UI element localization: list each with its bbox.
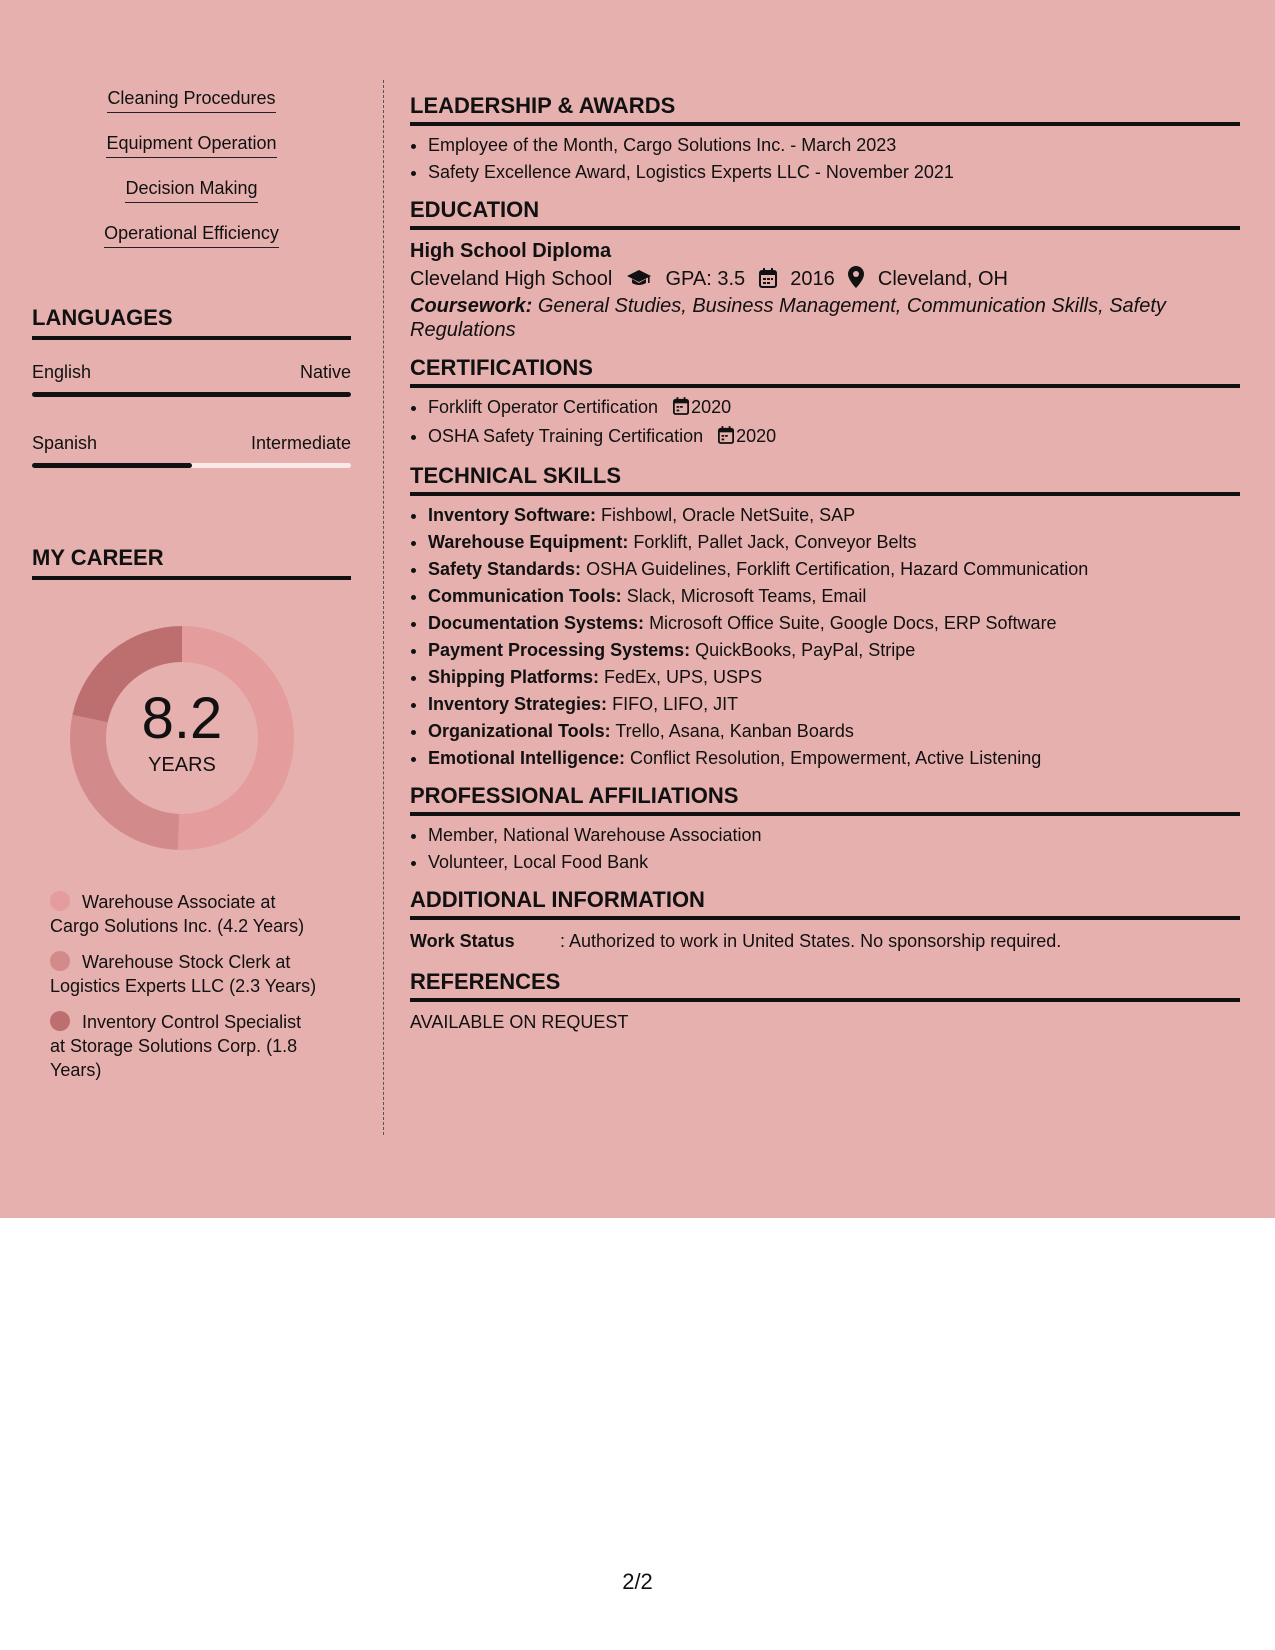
skill-category: Emotional Intelligence: (428, 748, 626, 768)
certification-year: 2020 (736, 426, 777, 446)
certifications-heading: CERTIFICATIONS (410, 354, 1240, 388)
references-heading: REFERENCES (410, 968, 1240, 1002)
skill-item (32, 176, 351, 221)
work-status-label: Work Status (410, 931, 515, 951)
language-level: Native (299, 362, 351, 382)
references-section (410, 968, 1240, 1033)
coursework-text: General Studies, Business Management, Communication Skills, Safety Regulations (410, 295, 1166, 341)
career-heading: MY CAREER (32, 544, 351, 580)
skill-category: Documentation Systems: (428, 613, 645, 633)
leadership-section (410, 92, 1240, 186)
skill-values: Forklift, Pallet Jack, Conveyor Belts (633, 532, 917, 552)
certifications-list (410, 394, 1240, 452)
work-status-value: : Authorized to work in United States. No sponsorship required. (560, 931, 1062, 951)
languages-heading: LANGUAGES (32, 304, 351, 340)
language-name: English (32, 362, 92, 382)
right-column (410, 92, 1240, 1033)
list-item: • Safety Excellence Award, Logistics Experts LLC - November 2021 (428, 159, 1240, 186)
list-item (428, 637, 1240, 664)
skill-category: Payment Processing Systems: (428, 640, 691, 660)
language-bar-fill (32, 463, 192, 468)
language-row (32, 356, 351, 386)
legend-dot (50, 891, 70, 911)
list-item: • Employee of the Month, Cargo Solutions Inc. - March 2023 (428, 132, 1240, 159)
career-legend-item (50, 950, 320, 998)
language-bar (32, 392, 351, 397)
career-job-label: Warehouse Associate at Cargo Solutions Inc. (4.2 Years) (50, 892, 305, 936)
calendar-icon (759, 264, 777, 294)
skill-values: OSHA Guidelines, Forklift Certification, Hazard Communication (586, 559, 1089, 579)
skill-item (32, 131, 351, 176)
certification-name: OSHA Safety Training Certification (428, 426, 704, 446)
additional-info-section (410, 886, 1240, 954)
languages-section (32, 304, 351, 468)
career-donut (66, 622, 298, 854)
calendar-icon (673, 396, 689, 423)
affiliations-list (410, 822, 1240, 876)
skill-values: Trello, Asana, Kanban Boards (615, 721, 854, 741)
education-meta (410, 264, 1240, 294)
list-item: • Member, National Warehouse Association (428, 822, 1240, 849)
skill-values: Conflict Resolution, Empowerment, Active Listening (630, 748, 1042, 768)
graduation-cap-icon (626, 264, 652, 294)
list-item (428, 502, 1240, 529)
skill-label: Cleaning Procedures (107, 86, 275, 113)
legend-dot (50, 1011, 70, 1031)
language-row (32, 427, 351, 457)
skill-category: Warehouse Equipment: (428, 532, 629, 552)
education-coursework (410, 294, 1240, 342)
skill-values: Slack, Microsoft Teams, Email (626, 586, 867, 606)
career-job-label: Warehouse Stock Clerk at Logistics Experts LLC (2.3 Years) (50, 952, 317, 996)
additional-info-heading: ADDITIONAL INFORMATION (410, 886, 1240, 920)
calendar-icon (718, 425, 734, 452)
career-total-years: 8.2 (141, 686, 223, 751)
career-legend-item (50, 890, 320, 938)
list-item (428, 718, 1240, 745)
career-job-label: Inventory Control Specialist at Storage Solutions Corp. (1.8 Years) (50, 1012, 302, 1080)
list-item (428, 556, 1240, 583)
skill-values: FedEx, UPS, USPS (604, 667, 763, 687)
leadership-list (410, 132, 1240, 186)
career-section (32, 544, 351, 1082)
work-status-row (410, 928, 1240, 954)
skill-category: Shipping Platforms: (428, 667, 599, 687)
skill-label: Decision Making (125, 176, 257, 203)
skill-item (32, 86, 351, 131)
language-bar-fill (32, 392, 351, 397)
left-column (32, 86, 351, 1094)
skill-values: Fishbowl, Oracle NetSuite, SAP (601, 505, 856, 525)
list-item: • Volunteer, Local Food Bank (428, 849, 1240, 876)
references-text: AVAILABLE ON REQUEST (410, 1012, 629, 1032)
language-level: Intermediate (250, 433, 351, 453)
career-total-unit: YEARS (148, 754, 216, 776)
language-name: Spanish (32, 433, 98, 453)
location-pin-icon (848, 264, 864, 294)
skill-values: Microsoft Office Suite, Google Docs, ERP Software (649, 613, 1057, 633)
coursework-label: Coursework: (410, 295, 533, 317)
column-divider (383, 80, 384, 1135)
skill-label: Operational Efficiency (104, 221, 279, 248)
page-number: 2/2 (622, 1569, 653, 1594)
list-item (428, 529, 1240, 556)
education-school: Cleveland High School (410, 268, 613, 290)
skill-category: Safety Standards: (428, 559, 582, 579)
list-item (428, 745, 1240, 772)
certification-year: 2020 (691, 397, 732, 417)
affiliations-heading: PROFESSIONAL AFFILIATIONS (410, 782, 1240, 816)
certification-name: Forklift Operator Certification (428, 397, 659, 417)
skill-label: Equipment Operation (106, 131, 276, 158)
career-legend (32, 890, 320, 1082)
technical-skills-list (410, 502, 1240, 772)
list-item (428, 583, 1240, 610)
skill-values: QuickBooks, PayPal, Stripe (695, 640, 916, 660)
technical-skills-heading: TECHNICAL SKILLS (410, 462, 1240, 496)
education-degree: High School Diploma (410, 240, 612, 262)
skill-item (32, 221, 351, 266)
skill-values: FIFO, LIFO, JIT (612, 694, 739, 714)
education-gpa: GPA: 3.5 (665, 268, 746, 290)
leadership-heading: LEADERSHIP & AWARDS (410, 92, 1240, 126)
career-legend-item (50, 1010, 320, 1082)
list-item (428, 664, 1240, 691)
list-item (428, 610, 1240, 637)
skill-category: Inventory Software: (428, 505, 597, 525)
education-location: Cleveland, OH (877, 268, 1008, 290)
certifications-section (410, 354, 1240, 452)
skill-category: Inventory Strategies: (428, 694, 608, 714)
list-item (428, 423, 1240, 452)
skill-category: Communication Tools: (428, 586, 622, 606)
skill-category: Organizational Tools: (428, 721, 611, 741)
education-section (410, 196, 1240, 342)
education-heading: EDUCATION (410, 196, 1240, 230)
list-item (428, 691, 1240, 718)
list-item (428, 394, 1240, 423)
education-year: 2016 (790, 268, 835, 290)
legend-dot (50, 951, 70, 971)
skills-list (32, 86, 351, 266)
affiliations-section (410, 782, 1240, 876)
technical-skills-section (410, 462, 1240, 772)
language-bar (32, 463, 351, 468)
